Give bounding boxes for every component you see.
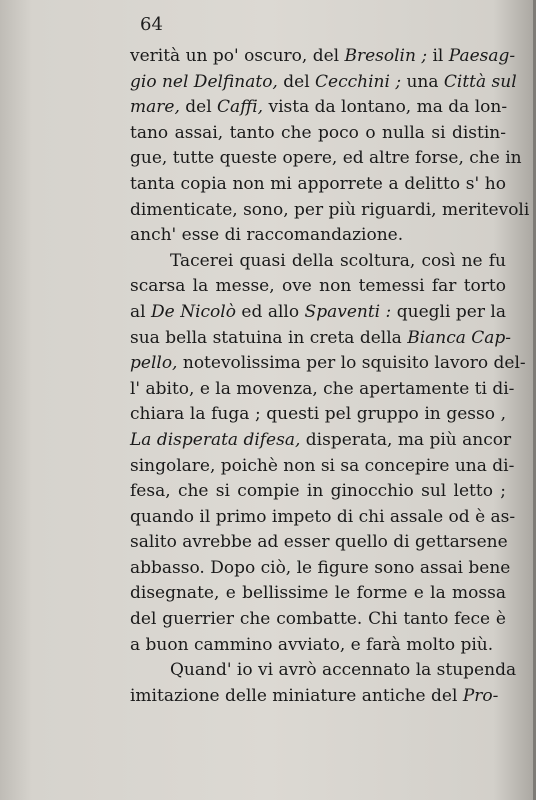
text-segment: quegli per la bbox=[391, 301, 506, 322]
text-segment: al bbox=[130, 301, 152, 322]
text-segment: il bbox=[427, 46, 449, 66]
text-line bbox=[130, 530, 506, 556]
text-line bbox=[130, 198, 530, 224]
italic-text-segment: Paesag- bbox=[448, 46, 516, 66]
text-line bbox=[130, 70, 517, 96]
text-line bbox=[130, 223, 506, 249]
text-line bbox=[130, 95, 506, 121]
text-segment: anch' esse di raccomandazione. bbox=[130, 225, 404, 246]
text-segment: scarsa la messe, ove non temessi far torto bbox=[130, 276, 506, 297]
page-number: 64 bbox=[140, 14, 163, 35]
text-segment: l' abito, e la movenza, che apertamente ti di- bbox=[130, 378, 515, 399]
text-line bbox=[130, 146, 522, 172]
text-segment: abbasso. Dopo ciò, le figure sono assai bene bbox=[130, 557, 511, 578]
italic-text-segment: Bianca Cap- bbox=[407, 327, 512, 348]
italic-text-segment: De Nicolò bbox=[151, 301, 236, 322]
text-line bbox=[130, 121, 506, 147]
text-line bbox=[130, 479, 506, 505]
text-line bbox=[130, 300, 506, 326]
text-line bbox=[130, 633, 506, 659]
text-segment: imitazione delle miniature antiche del bbox=[130, 685, 463, 706]
text-segment: verità un po' oscuro, del bbox=[130, 46, 345, 66]
text-line bbox=[130, 581, 506, 607]
italic-text-segment: pello, bbox=[130, 353, 178, 374]
italic-text-segment: Bresolin ; bbox=[344, 46, 428, 66]
text-line bbox=[130, 172, 506, 198]
text-line bbox=[130, 428, 512, 454]
text-line bbox=[130, 326, 512, 352]
text-segment: disperata, ma più ancor bbox=[300, 429, 512, 450]
italic-text-segment: mare, bbox=[130, 97, 180, 118]
text-segment: chiara la fuga ; questi pel gruppo in gesso , bbox=[130, 404, 506, 425]
text-segment: fesa, che si compie in ginocchio sul letto ; bbox=[130, 481, 506, 502]
text-line bbox=[130, 44, 516, 70]
italic-text-segment: Spaventi : bbox=[304, 301, 392, 322]
italic-text-segment: Caffi, bbox=[217, 97, 264, 118]
text-segment: dimenticate, sono, per più riguardi, meritevoli bbox=[130, 199, 530, 220]
text-segment: del bbox=[277, 71, 316, 92]
text-line bbox=[130, 249, 506, 275]
text-segment: quando il primo impeto di chi assale od è as- bbox=[130, 506, 516, 527]
text-line bbox=[130, 505, 516, 531]
text-segment: una bbox=[401, 71, 444, 92]
text-segment: Tacerei quasi della scoltura, così ne fu bbox=[170, 250, 506, 271]
text-segment: sua bella statuina in creta della bbox=[130, 327, 408, 348]
text-line bbox=[130, 377, 515, 403]
text-line bbox=[130, 274, 506, 300]
italic-text-segment: La disperata difesa, bbox=[130, 429, 301, 450]
text-segment: del bbox=[179, 97, 218, 118]
text-line bbox=[130, 658, 517, 684]
italic-text-segment: gio nel Delfinato, bbox=[130, 71, 278, 92]
text-segment: vista da lontano, ma da lon- bbox=[263, 97, 508, 118]
text-segment: ed allo bbox=[235, 301, 305, 322]
text-segment: singolare, poichè non si sa concepire una di- bbox=[130, 455, 515, 476]
text-line bbox=[130, 402, 506, 428]
text-segment: a buon cammino avviato, e farà molto più. bbox=[130, 634, 494, 655]
italic-text-segment: Pro- bbox=[462, 685, 499, 706]
text-line bbox=[130, 684, 506, 710]
text-segment: notevolissima per lo squisito lavoro del- bbox=[177, 353, 526, 374]
text-segment: gue, tutte queste opere, ed altre forse, che in bbox=[130, 148, 522, 169]
text-segment: Quand' io vi avrò accennato la stupenda bbox=[170, 660, 517, 681]
text-segment: disegnate, e bellissime le forme e la mossa bbox=[130, 583, 506, 604]
text-line bbox=[130, 351, 526, 377]
text-segment: tanta copia non mi apporrete a delitto s' ho bbox=[130, 173, 506, 194]
italic-text-segment: Cecchini ; bbox=[315, 71, 402, 92]
text-line bbox=[130, 454, 515, 480]
text-segment: tano assai, tanto che poco o nulla si distin- bbox=[130, 122, 506, 143]
text-segment: del guerrier che combatte. Chi tanto fece è bbox=[130, 609, 506, 630]
italic-text-segment: Città sul bbox=[443, 71, 517, 92]
page-body-text bbox=[130, 44, 530, 709]
text-segment: salito avrebbe ad esser quello di gettarsene bbox=[130, 532, 508, 553]
text-line bbox=[130, 556, 511, 582]
text-line bbox=[130, 607, 506, 633]
